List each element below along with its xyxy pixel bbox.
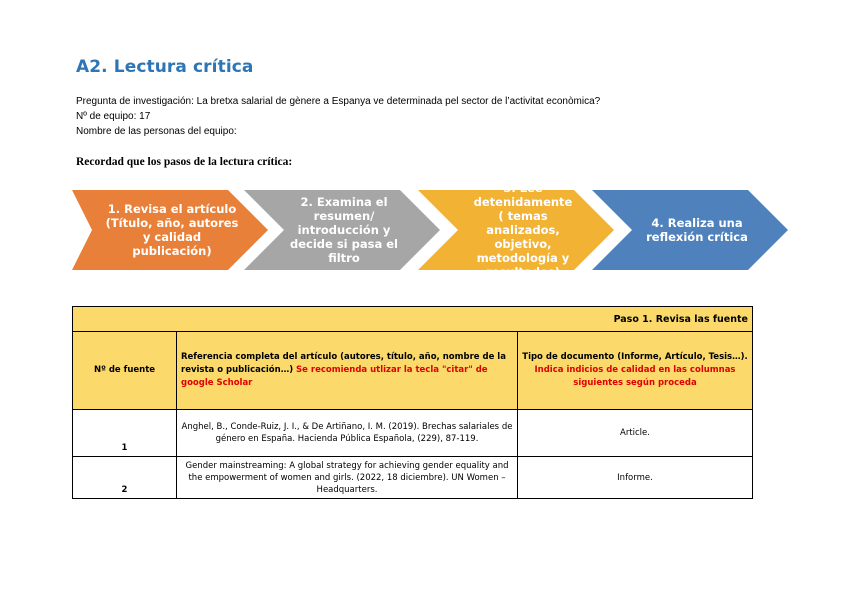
team-number: Nº de equipo: 17	[76, 111, 151, 122]
sources-table	[72, 306, 753, 499]
step-2-label	[288, 190, 400, 270]
step-4-label	[632, 190, 762, 270]
table-row	[73, 457, 753, 499]
band-label: Paso 1. Revisa las fuente	[73, 307, 753, 332]
research-question: Pregunta de investigación: La bretxa salarial de gènere a Espanya ve determinada pel sector de l’activitat econòmica?	[76, 96, 601, 107]
header-type-note: Indica indicios de calidad en las columnas siguientes según proceda	[534, 365, 736, 388]
header-type-text: Tipo de documento (Informe, Artículo, Tesis…).	[522, 352, 748, 362]
step-3-title: 3. Lee detenidamente	[473, 181, 573, 209]
step-3-detail: ( temas analizados, objetivo, metodología y resultados)	[476, 209, 570, 279]
row-1-number: 1	[73, 410, 177, 457]
table-header-row	[73, 332, 753, 410]
table-row	[73, 410, 753, 457]
row-2-type: Informe.	[518, 457, 753, 499]
step-1-detail: (Título, año, autores y calidad publicación)	[105, 216, 239, 258]
row-2-reference: Gender mainstreaming: A global strategy for achieving gender equality and the empowerment of women and girls. (2022, 18 diciembre). UN Women – Headquarters.	[177, 457, 518, 499]
header-number: Nº de fuente	[73, 332, 177, 410]
step-1-label	[102, 190, 242, 270]
row-2-number: 2	[73, 457, 177, 499]
header-reference-text: Referencia completa del artículo (autores, título, año, nombre de la revista o publicación…)	[181, 352, 506, 375]
row-1-reference: Anghel, B., Conde-Ruiz, J. I., & De Artiñano, I. M. (2019). Brechas salariales de género en España. Hacienda Pública Española, (229), 87-119.	[177, 410, 518, 457]
team-members: Nombre de las personas del equipo:	[76, 126, 237, 137]
steps-reminder: Recordad que los pasos de la lectura crítica:	[76, 156, 293, 168]
header-type	[518, 332, 753, 410]
header-reference-note: Se recomienda utlizar la tecla "citar" de google Scholar	[181, 365, 488, 388]
step-2-title: 2. Examina el resumen/ introducción y decide si pasa el filtro	[290, 195, 398, 265]
step-1-title: 1. Revisa el artículo	[107, 202, 237, 216]
page-title: A2. Lectura crítica	[76, 57, 254, 77]
header-reference	[177, 332, 518, 410]
step-3-label	[462, 181, 584, 279]
row-1-type: Article.	[518, 410, 753, 457]
step-4-title: 4. Realiza una reflexión crítica	[646, 216, 748, 244]
steps-flow	[72, 181, 752, 279]
table-band-row	[73, 307, 753, 332]
